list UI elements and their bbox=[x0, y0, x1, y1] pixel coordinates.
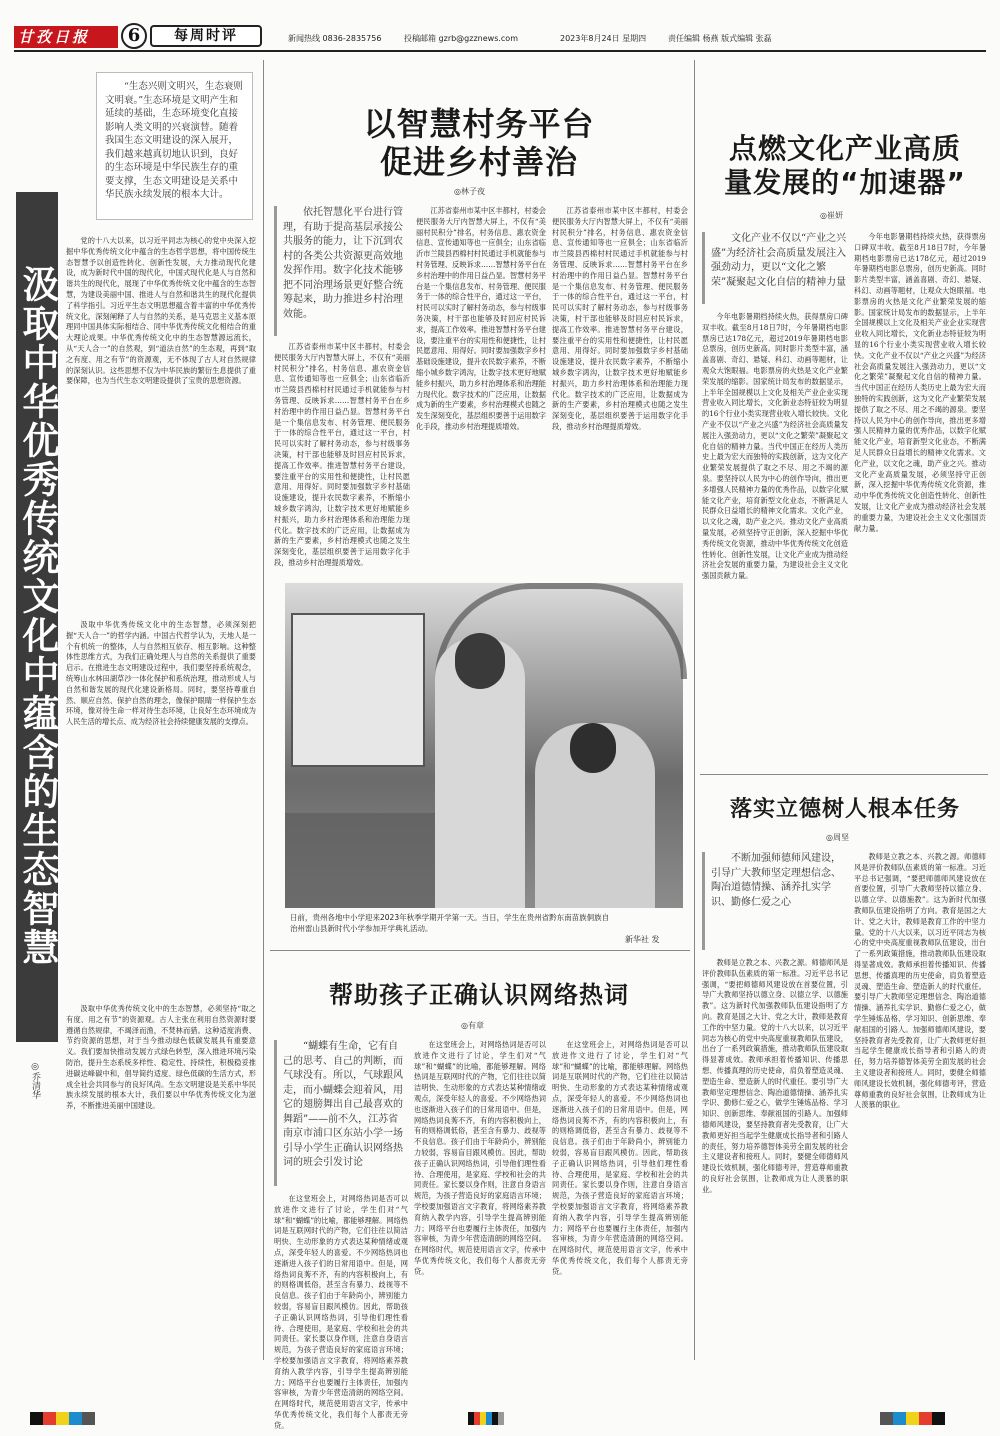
center-divider bbox=[270, 950, 690, 951]
reg-mark bbox=[880, 1412, 893, 1425]
reg-mark bbox=[82, 1412, 95, 1425]
ecology-body-col1: 党的十八大以来，以习近平同志为核心的党中央深入挖掘中华优秀传统文化中蕴含的生态哲学思想，将中国传统生态智慧予以创造性转化、创新性发展，大力推动现代化建设，成为新时代中国的现代化，中国式现代化是人与自然和谐共生的现代化，展现了中华优秀传统文化中蕴含的生态智慧，为建设美丽中国、推进人与自然和谐共生的现代化提供了科学指引。习近平生态文明思想蕴含着丰富的中华优秀传统文化，深刻阐释了人与自然的关系，是马克思主义基本原理同中国具体实际相结合、同中华优秀传统文化相结合的重大理论成果。中华优秀传统文化中的生态智慧源远流长，从“天人合一”的自然观，到“道法自然”的生态观，再到“取之有度、用之有节”的资源观，无不体现了古人对自然规律的深刻认识。这些思想不仅为中华民族的繁衍生息提供了重要保障，也为当代生态文明建设提供了宝贵的思想资源。 bbox=[66, 236, 256, 386]
masthead bbox=[0, 0, 1000, 48]
village-body-col3: 江苏省泰州市某中区丰都村，村委会便民服务大厅内智慧大屏上，不仅有“美丽村民积分”排名，村务信息、惠农资金信息、宣传通知等也一应俱全；山东省临沂市兰陵县西棉村村民通过手机就能参与村务管理、反映诉求……智慧村务平台在乡村治理中的作用日益凸显。智慧村务平台是一个集信息发布、村务管理、便民服务于一体的综合性平台，通过这一平台，村民可以实时了解村务动态，参与村级事务决策，村干部也能够及时回应村民诉求，提高工作效率。推进智慧村务平台建设，要注重平台的实用性和便捷性，让村民愿意用、用得好。同时要加强数字乡村基础设施建设，提升农民数字素养，不断缩小城乡数字鸿沟，让数字技术更好地赋能乡村振兴，助力乡村治理体系和治理能力现代化。数字技术的广泛应用，让数据成为新的生产要素，乡村治理模式也随之发生深刻变化，基层组织要善于运用数字化手段，推动乡村治理提质增效。 bbox=[552, 206, 688, 431]
reg-mark bbox=[932, 1412, 945, 1425]
paper-name: 甘孜日报 bbox=[18, 28, 91, 46]
village-lead: 依托智慧化平台进行管理，有助于提高基层承接公共服务的能力，让下沉到农村的各类公共资源更高效地发挥作用。数字化技术能够把不同治理场景更好整合统筹起来，助力推进乡村治理效能。 bbox=[283, 207, 403, 320]
ecology-lead: “生态兴则文明兴，生态衰则文明衰。”生态环境是文明产生和延续的基础，生态环境变化直接影响人类文明的兴衰演替。随着我国生态文明建设的深入展开，我们越来越真切地认识到，良好的生态环境是中华民族生存的重要支撑，生态文明建设是关系中华民族永续发展的根本大计。 bbox=[105, 81, 243, 200]
photo-child-head bbox=[570, 723, 616, 773]
right-divider bbox=[700, 774, 988, 775]
registration-bar-center bbox=[468, 1412, 504, 1425]
kids-body-col3: 在这堂班会上，对网络热词是否可以放进作文进行了讨论，学生们对“气球”和“蝴蝶”的比喻，都能够理解。网络热词是互联网时代的产物，它们往往以简洁明快、生动形象的方式表达某种情绪或观点，深受年轻人的喜爱。不少网络热词也逐渐进入孩子们的日常用语中。但是，网络热词良莠不齐，有的内容积极向上，有的则格调低俗，甚至含有暴力、歧视等不良信息。孩子们由于年龄尚小，辨别能力较弱，容易盲目跟风模仿。因此，帮助孩子正确认识网络热词，引导他们理性看待、合理使用，是家庭、学校和社会的共同责任。家长要以身作则，注意自身语言规范，为孩子营造良好的家庭语言环境；学校要加强语言文字教育，将网络素养教育纳入教学内容，引导学生提高辨别能力；网络平台也要履行主体责任，加强内容审核，为青少年营造清朗的网络空间。在网络时代，规范使用语言文字，传承中华优秀传统文化，我们每个人都责无旁贷。 bbox=[552, 1040, 688, 1276]
reg-mark bbox=[919, 1412, 932, 1425]
teacher-body-col2: 教师是立教之本、兴教之源。师德师风是评价教师队伍素质的第一标准。习近平总书记强调，“要把师德师风建设放在首要位置，引导广大教师坚持以德立身、以德立学、以德施教”。这为新时代加强教师队伍建设指明了方向。教育是国之大计、党之大计，教师是教育工作的中坚力量。党的十八大以来，以习近平同志为核心的党中央高度重视教师队伍建设，出台了一系列政策措施，推动教师队伍建设取得显著成效。教师承担着传播知识、传播思想、传播真理的历史使命，肩负着塑造灵魂、塑造生命、塑造新人的时代重任。要引导广大教师坚定理想信念、陶冶道德情操、涵养扎实学识、勤修仁爱之心，做学生锤炼品格、学习知识、创新思维、奉献祖国的引路人。加强师德师风建设，要坚持教育者先受教育，让广大教师更好担当起学生健康成长指导者和引路人的责任，努力培养德智体美劳全面发展的社会主义建设者和接班人。同时，要健全师德师风建设长效机制，强化师德考评，营造尊师重教的良好社会氛围，让教师成为让人羡慕的职业。 bbox=[854, 852, 986, 1110]
header-hotline: 新闻热线 0836-2835756 bbox=[288, 34, 382, 43]
village-body-col1: 江苏省泰州市某中区丰都村，村委会便民服务大厅内智慧大屏上，不仅有“美丽村民积分”排名，村务信息、惠农资金信息、宣传通知等也一应俱全；山东省临沂市兰陵县西棉村村民通过手机就能参与村务管理、反映诉求……智慧村务平台在乡村治理中的作用日益凸显。智慧村务平台是一个集信息发布、村务管理、便民服务于一体的综合性平台，通过这一平台，村民可以实时了解村务动态，参与村级事务决策，村干部也能够及时回应村民诉求，提高工作效率。推进智慧村务平台建设，要注重平台的实用性和便捷性，让村民愿意用、用得好。同时要加强数字乡村基础设施建设，提升农民数字素养，不断缩小城乡数字鸿沟，让数字技术更好地赋能乡村振兴，助力乡村治理体系和治理能力现代化。数字技术的广泛应用，让数据成为新的生产要素，乡村治理模式也随之发生深刻变化，基层组织要善于运用数字化手段，推动乡村治理提质增效。 bbox=[274, 342, 410, 567]
reg-mark bbox=[906, 1412, 919, 1425]
header-date: 2023年8月24日 星期四 bbox=[560, 34, 647, 43]
village-title-line2: 促进乡村善治 bbox=[379, 143, 578, 181]
ecology-lead-box bbox=[96, 72, 253, 220]
kids-lead-box bbox=[274, 1040, 408, 1186]
ecology-body-col2: 汲取中华优秀传统文化中的生态智慧，必须深刻把握“天人合一”的哲学内涵。中国古代哲学认为，天地人是一个有机统一的整体，人与自然相互依存、相互影响。这种整体性思维方式，为我们正确处理人与自然的关系提供了重要启示。在推进生态文明建设过程中，我们要坚持系统观念，统筹山水林田湖草沙一体化保护和系统治理，推动形成人与自然和谐发展的现代化建设新格局。同时，要坚持尊重自然、顺应自然、保护自然的理念，像保护眼睛一样保护生态环境，像对待生命一样对待生态环境，让良好生态环境成为人民生活的增长点、成为经济社会持续健康发展的支撑点。 bbox=[66, 620, 256, 727]
culture-lead-box bbox=[702, 232, 848, 304]
column-rule-right bbox=[694, 60, 695, 1360]
ecology-title: 汲取中华优秀传统文化中蕴含的生态智慧 bbox=[16, 265, 59, 967]
teacher-author: ◎周坚 bbox=[826, 833, 849, 842]
culture-body-col1: 今年电影暑期档持续火热，获得票房口碑双丰收。截至8月18日7时，今年暑期档电影票房已达178亿元，超过2019年暑期档电影总票房，创历史新高。同时影片类型丰富，涵盖喜剧、奇幻、悬疑、科幻、动画等题材，让观众大饱眼福。电影票房的火热是文化产业繁荣发展的缩影。国家统计局发布的数据显示，上半年全国规模以上文化及相关产业企业实现营业收入同比增长，文化新业态特征较为明显的16个行业小类实现营业收入增长较快。文化产业不仅以“产业之兴盛”为经济社会高质量发展注入强劲动力，更以“文化之繁荣”凝聚起文化自信的精神力量。当代中国正在经历人类历史上最为宏大而独特的实践创新，这为文化产业繁荣发展提供了取之不尽、用之不竭的源泉。要坚持以人民为中心的创作导向，推出更多增强人民精神力量的优秀作品，以数字化赋能文化产业，培育新型文化业态，不断满足人民群众日益增长的精神文化需求。文化产业，以文化之魂，助产业之兴。推动文化产业高质量发展，必须坚持守正创新，深入挖掘中华优秀传统文化资源，推动中华优秀传统文化创造性转化、创新性发展，让文化产业成为推动经济社会发展的重要力量，为建设社会主义文化强国贡献力量。 bbox=[702, 312, 848, 581]
registration-bar-right bbox=[880, 1412, 945, 1425]
village-lead-box bbox=[274, 206, 410, 336]
culture-lead: 文化产业不仅以“产业之兴盛”为经济社会高质量发展注入强劲动力，更以“文化之繁荣”凝聚起文化自信的精神力量 bbox=[711, 233, 847, 288]
reg-mark bbox=[69, 1412, 82, 1425]
village-title-line1: 以智慧村务平台 bbox=[363, 105, 595, 143]
news-photo bbox=[285, 583, 683, 908]
culture-title-line2: 量发展的“加速器” bbox=[724, 166, 966, 199]
page-number: 6 bbox=[127, 25, 141, 46]
registration-bar-left bbox=[30, 1412, 95, 1425]
village-author: ◎林子夜 bbox=[454, 187, 485, 196]
section-title: 每周时评 bbox=[174, 28, 238, 44]
masthead-rule bbox=[14, 50, 986, 52]
village-body-col2: 江苏省泰州市某中区丰都村，村委会便民服务大厅内智慧大屏上，不仅有“美丽村民积分”排名，村务信息、惠农资金信息、宣传通知等也一应俱全；山东省临沂市兰陵县西棉村村民通过手机就能参与村务管理、反映诉求……智慧村务平台在乡村治理中的作用日益凸显。智慧村务平台是一个集信息发布、村务管理、便民服务于一体的综合性平台，通过这一平台，村民可以实时了解村务动态，参与村级事务决策，村干部也能够及时回应村民诉求，提高工作效率。推进智慧村务平台建设，要注重平台的实用性和便捷性，让村民愿意用、用得好。同时要加强数字乡村基础设施建设，提升农民数字素养，不断缩小城乡数字鸿沟，让数字技术更好地赋能乡村振兴，助力乡村治理体系和治理能力现代化。数字技术的广泛应用，让数据成为新的生产要素，乡村治理模式也随之发生深刻变化，基层组织要善于运用数字化手段，推动乡村治理提质增效。 bbox=[416, 206, 546, 431]
culture-author: ◎崔妍 bbox=[820, 211, 843, 220]
culture-body-col2: 今年电影暑期档持续火热，获得票房口碑双丰收。截至8月18日7时，今年暑期档电影票房已达178亿元，超过2019年暑期档电影总票房，创历史新高。同时影片类型丰富，涵盖喜剧、奇幻、悬疑、科幻、动画等题材，让观众大饱眼福。电影票房的火热是文化产业繁荣发展的缩影。国家统计局发布的数据显示，上半年全国规模以上文化及相关产业企业实现营业收入同比增长，文化新业态特征较为明显的16个行业小类实现营业收入增长较快。文化产业不仅以“产业之兴盛”为经济社会高质量发展注入强劲动力，更以“文化之繁荣”凝聚起文化自信的精神力量。当代中国正在经历人类历史上最为宏大而独特的实践创新，这为文化产业繁荣发展提供了取之不尽、用之不竭的源泉。要坚持以人民为中心的创作导向，推出更多增强人民精神力量的优秀作品，以数字化赋能文化产业，培育新型文化业态，不断满足人民群众日益增长的精神文化需求。文化产业，以文化之魂，助产业之兴。推动文化产业高质量发展，必须坚持守正创新，深入挖掘中华优秀传统文化资源，推动中华优秀传统文化创造性转化、创新性发展，让文化产业成为推动经济社会发展的重要力量，为建设社会主义文化强国贡献力量。 bbox=[854, 232, 986, 533]
reg-mark bbox=[43, 1412, 56, 1425]
photo-display-board bbox=[291, 613, 425, 767]
teacher-lead-box bbox=[702, 852, 848, 950]
culture-title-line1: 点燃文化产业高质 bbox=[728, 132, 961, 165]
reg-mark bbox=[893, 1412, 906, 1425]
ecology-author: ◎乔清华 bbox=[30, 1062, 40, 1099]
kids-title: 帮助孩子正确认识网络热词 bbox=[329, 981, 629, 1009]
photo-teacher-head bbox=[455, 633, 505, 689]
reg-mark bbox=[498, 1412, 504, 1425]
header-email: 投稿邮箱 gzrb@gzznews.com bbox=[404, 34, 518, 43]
reg-mark bbox=[30, 1412, 43, 1425]
photo-crowd bbox=[285, 813, 435, 908]
page-number-badge bbox=[121, 23, 147, 49]
photo-caption: 日前，贵州各地中小学迎来2023年秋季学期开学第一天。当日，学生在贵州省黔东南苗族侗族自治州雷山县新时代小学参加开学典礼活动。 bbox=[290, 913, 610, 933]
teacher-body-col1: 教师是立教之本、兴教之源。师德师风是评价教师队伍素质的第一标准。习近平总书记强调，“要把师德师风建设放在首要位置，引导广大教师坚持以德立身、以德立学、以德施教”。这为新时代加强教师队伍建设指明了方向。教育是国之大计、党之大计，教师是教育工作的中坚力量。党的十八大以来，以习近平同志为核心的党中央高度重视教师队伍建设，出台了一系列政策措施，推动教师队伍建设取得显著成效。教师承担着传播知识、传播思想、传播真理的历史使命，肩负着塑造灵魂、塑造生命、塑造新人的时代重任。要引导广大教师坚定理想信念、陶冶道德情操、涵养扎实学识、勤修仁爱之心，做学生锤炼品格、学习知识、创新思维、奉献祖国的引路人。加强师德师风建设，要坚持教育者先受教育，让广大教师更好担当起学生健康成长指导者和引路人的责任，努力培养德智体美劳全面发展的社会主义建设者和接班人。同时，要健全师德师风建设长效机制，强化师德考评，营造尊师重教的良好社会氛围，让教师成为让人羡慕的职业。 bbox=[702, 958, 848, 1194]
kids-lead: “蝴蝶有生命，它有自己的思考、自己的判断，而气球没有。所以，气球跟风走，而小蝴蝶会迎着风，用它的翅膀舞出自己最喜欢的舞蹈”——前不久，江苏省南京市浦口区东站小学一场引导小学生正确认识网络热词的班会引发讨论 bbox=[283, 1041, 403, 1168]
photo-credit: 新华社 发 bbox=[625, 935, 660, 944]
teacher-lead: 不断加强师德师风建设，引导广大教师坚定理想信念、陶冶道德情操、涵养扎实学识、勤修仁爱之心 bbox=[711, 853, 841, 908]
kids-body-col2: 在这堂班会上，对网络热词是否可以放进作文进行了讨论，学生们对“气球”和“蝴蝶”的比喻，都能够理解。网络热词是互联网时代的产物，它们往往以简洁明快、生动形象的方式表达某种情绪或观点，深受年轻人的喜爱。不少网络热词也逐渐进入孩子们的日常用语中。但是，网络热词良莠不齐，有的内容积极向上，有的则格调低俗，甚至含有暴力、歧视等不良信息。孩子们由于年龄尚小，辨别能力较弱，容易盲目跟风模仿。因此，帮助孩子正确认识网络热词，引导他们理性看待、合理使用，是家庭、学校和社会的共同责任。家长要以身作则，注意自身语言规范，为孩子营造良好的家庭语言环境；学校要加强语言文字教育，将网络素养教育纳入教学内容，引导学生提高辨别能力；网络平台也要履行主体责任，加强内容审核，为青少年营造清朗的网络空间。在网络时代，规范使用语言文字，传承中华优秀传统文化，我们每个人都责无旁贷。 bbox=[414, 1040, 546, 1276]
section-tab bbox=[150, 25, 262, 47]
kids-author: ◎有章 bbox=[461, 1021, 484, 1030]
kids-body-col1: 在这堂班会上，对网络热词是否可以放进作文进行了讨论，学生们对“气球”和“蝴蝶”的比喻，都能够理解。网络热词是互联网时代的产物，它们往往以简洁明快、生动形象的方式表达某种情绪或观点，深受年轻人的喜爱。不少网络热词也逐渐进入孩子们的日常用语中。但是，网络热词良莠不齐，有的内容积极向上，有的则格调低俗，甚至含有暴力、歧视等不良信息。孩子们由于年龄尚小，辨别能力较弱，容易盲目跟风模仿。因此，帮助孩子正确认识网络热词，引导他们理性看待、合理使用，是家庭、学校和社会的共同责任。家长要以身作则，注意自身语言规范，为孩子营造良好的家庭语言环境；学校要加强语言文字教育，将网络素养教育纳入教学内容，引导学生提高辨别能力；网络平台也要履行主体责任，加强内容审核，为青少年营造清朗的网络空间。在网络时代，规范使用语言文字，传承中华优秀传统文化，我们每个人都责无旁贷。 bbox=[274, 1194, 408, 1430]
header-editor: 责任编辑 杨燕 版式编辑 张磊 bbox=[668, 34, 772, 43]
reg-mark bbox=[56, 1412, 69, 1425]
ecology-body-col3: 汲取中华优秀传统文化中的生态智慧，必须坚持“取之有度、用之有节”的资源观。古人主张在利用自然资源时要遵循自然规律，不竭泽而渔，不焚林而猎。这种适度消费、节约资源的思想，对于当今推动绿色低碳发展具有重要意义。我们要加快推动发展方式绿色转型，深入推进环境污染防治，提升生态系统多样性、稳定性、持续性，积极稳妥推进碳达峰碳中和，倡导简约适度、绿色低碳的生活方式，形成全社会共同参与的良好风尚。生态文明建设是关系中华民族永续发展的根本大计，我们要以中华优秀传统文化为滋养，不断推进美丽中国建设。 bbox=[66, 1004, 256, 1111]
column-rule-left bbox=[263, 60, 264, 1360]
teacher-title: 落实立德树人根本任务 bbox=[729, 797, 960, 822]
